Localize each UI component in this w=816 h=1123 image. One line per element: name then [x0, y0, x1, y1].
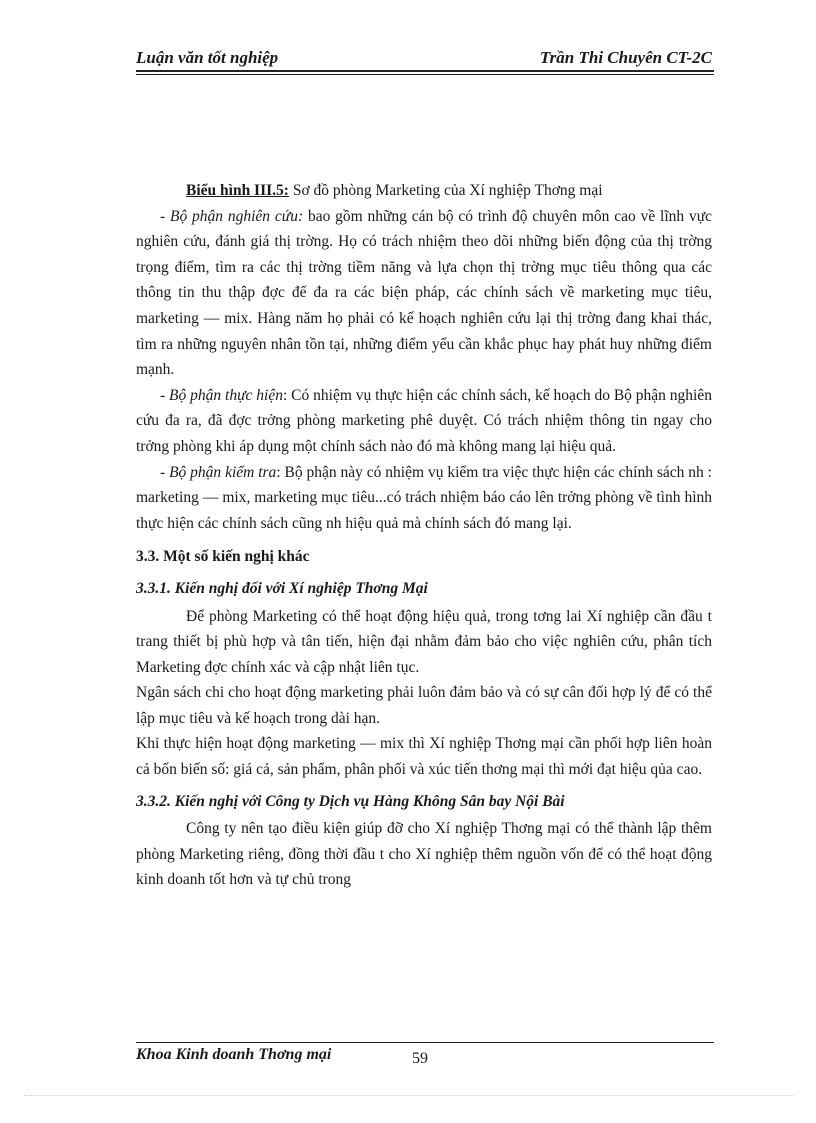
item-dash: -	[160, 207, 170, 225]
item-inspection	[136, 460, 712, 537]
item-label: Bộ phận thực hiện	[169, 386, 283, 404]
caption-text: Sơ đồ phòng Marketing của Xí nghiệp Thơng mại	[288, 182, 603, 199]
footer-faculty: Khoa Kinh doanh Thơng mại	[136, 1046, 332, 1063]
page-header	[136, 48, 712, 72]
figure-caption	[136, 178, 712, 204]
item-text: : Có nhiệm vụ thực hiện các chính sách, kế hoạch do Bộ phận nghiên cứu đa ra, đã đợc trởng phòng marketing phê duyệt. Có trách nhiệm thông tin ngay cho trởng phòng khi áp dụng một chính sách nào đó mà không mang lại hiệu quả.	[136, 386, 712, 455]
subsection-heading-3-3-1: 3.3.1. Kiến nghị đối với Xí nghiệp Thơng Mại	[136, 579, 428, 597]
item-label: Bộ phận nghiên cứu:	[170, 207, 304, 225]
header-rule	[136, 70, 714, 72]
header-thesis-title: Luận văn tốt nghiệp	[136, 48, 279, 67]
footer-rule	[136, 1042, 714, 1043]
header-author: Trần Thi Chuyên CT-2C	[539, 48, 712, 67]
item-label: Bộ phận kiểm tra	[169, 463, 277, 481]
paragraph: Để phòng Marketing có thể hoạt động hiệu quả, trong tơng lai Xí nghiệp cần đầu t trang thiết bị phù hợp và tân tiến, hiện đại nhằm đảm bảo cho việc nghiên cứu, phân tích Marketing đợc chính xác và cập nhật liên tục.	[136, 607, 712, 676]
page-edge-divider	[24, 1095, 794, 1096]
item-dash: -	[160, 386, 170, 404]
item-text: bao gồm những cán bộ có trình độ chuyên môn cao về lĩnh vực nghiên cứu, đánh giá thị trờng. Họ có trách nhiệm theo dõi những biến động của thị trờng trọng điểm, tìm ra các thị trờng tiềm năng và lựa chọn thị trờng mục tiêu thông qua các thông tin thu thập đợc để đa ra các biện pháp, các chính sách về marketing mục tiêu, marketing — mix. Hàng năm họ phải có kế hoạch nghiên cứu lại thị trờng đang khai thác, tìm ra những nguyên nhân tồn tại, những điểm yếu cần khắc phục hay phát huy những điểm mạnh.	[136, 207, 712, 379]
item-dash: -	[160, 463, 170, 481]
page-body	[136, 178, 712, 893]
header-rule-thin	[136, 74, 714, 75]
item-text: : Bộ phận này có nhiệm vụ kiểm tra việc thực hiện các chính sách nh : marketing — mix, marketing mục tiêu...có trách nhiệm báo cáo lên trởng phòng về tình hình thực hiện các chính sách cũng nh hiệu quả mà chính sách đó mang lại.	[136, 463, 712, 532]
caption-title: Biểu hình III.5:	[186, 182, 289, 199]
paragraph: Công ty nên tạo điều kiện giúp đỡ cho Xí nghiệp Thơng mại có thể thành lập thêm phòng Marketing riêng, đồng thời đầu t cho Xí nghiệp thêm nguồn vốn để có thể hoạt động kinh doanh tốt hơn và tự chủ trong	[136, 820, 712, 889]
item-execution	[136, 383, 712, 460]
item-research	[136, 204, 712, 383]
page-number: 59	[412, 1050, 428, 1067]
subsection-heading-3-3-2: 3.3.2. Kiến nghị với Công ty Dịch vụ Hàng Không Sân bay Nội Bài	[136, 792, 565, 810]
paragraph: Khi thực hiện hoạt động marketing — mix thì Xí nghiệp Thơng mại cần phối hợp liên hoàn cả bốn biến số: giá cả, sản phẩm, phân phối và xúc tiến thơng mại thì mới đạt hiệu qủa cao.	[136, 735, 712, 779]
paragraph: Ngân sách chi cho hoạt động marketing phải luôn đảm bảo và có sự cân đối hợp lý để có thể lập mục tiêu và kế hoạch trong dài hạn.	[136, 684, 712, 727]
section-heading-3-3: 3.3. Một số kiến nghị khác	[136, 548, 310, 566]
